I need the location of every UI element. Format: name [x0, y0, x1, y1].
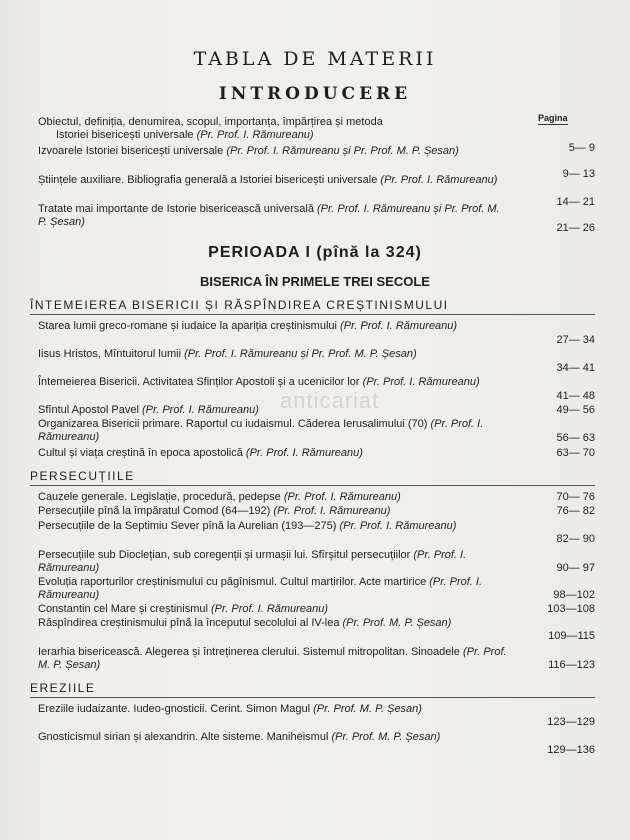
entry-pages: 123—129 [547, 716, 595, 728]
toc-entry [38, 646, 510, 672]
entry-text: Persecuțiile pînă la împăratul Comod (64—192) [38, 505, 271, 517]
watermark: anticariat [280, 388, 380, 413]
entry-author: (Pr. Prof. I. Rămureanu) [380, 174, 498, 186]
toc-entry [38, 145, 510, 158]
entry-pages: 70— 76 [556, 491, 595, 503]
toc-entry [38, 603, 510, 616]
entry-author: (Pr. Prof. M. P. Șesan) [313, 703, 422, 715]
toc-entry [38, 418, 510, 444]
entry-text: Organizarea Bisericii primare. Raportul cu iudaismul. Căderea Ierusalimului (70) [38, 418, 428, 430]
entry-author: (Pr. Prof. I. Rămureanu) [196, 129, 314, 141]
section-rule [30, 697, 595, 698]
entry-text: Cultul și viața creștină în epoca apostolică [38, 447, 243, 459]
entry-text: Tratate mai importante de Istorie bisericească universală [38, 203, 314, 215]
entry-text: Obiectul, definiția, denumirea, scopul, importanța, împărțirea și metoda [38, 116, 383, 128]
toc-entry [38, 617, 510, 630]
period-title: PERIOADA I (pînă la 324) [208, 244, 422, 261]
toc-entry [38, 376, 510, 389]
toc-entry [38, 320, 510, 333]
entry-author: (Pr. Prof. I. Rămureanu) [362, 376, 480, 388]
entry-author: (Pr. Prof. I. Rămureanu) [273, 505, 391, 517]
toc-entry [38, 203, 510, 229]
entry-pages: 41— 48 [556, 390, 595, 402]
entry-author: (Pr. Prof. I. Rămureanu) [339, 520, 457, 532]
toc-entry [38, 505, 510, 518]
entry-text: Ierarhia bisericească. Alegerea și întreținerea clerului. Sistemul mitropolitan. Sinoadele [38, 646, 460, 658]
entry-pages: 103—108 [547, 603, 595, 615]
toc-entry [38, 447, 510, 460]
entry-author: (Pr. Prof. I. Rămureanu) [38, 576, 483, 601]
section-heading: ÎNTEMEIEREA BISERICII ȘI RĂSPÎNDIREA CREȘTINISMULUI [30, 298, 449, 312]
entry-pages: 90— 97 [556, 562, 595, 574]
entry-pages: 56— 63 [556, 432, 595, 444]
entry-pages: 109—115 [548, 630, 595, 642]
toc-entry [38, 520, 510, 533]
intro-heading: INTRODUCERE [218, 84, 412, 104]
entry-text-cont: Istoriei bisericești universale [56, 129, 194, 141]
entry-author: (Pr. Prof. I. Rămureanu) [38, 418, 484, 443]
toc-entry [38, 116, 510, 142]
entry-pages: 98—102 [553, 589, 595, 601]
section-heading: PERSECUȚIILE [30, 469, 135, 483]
entry-author: (Pr. Prof. I. Rămureanu și Pr. Prof. M. P. Șesan) [38, 203, 500, 228]
entry-pages: 116—123 [548, 659, 595, 671]
pagina-label: Pagina [538, 113, 568, 123]
toc-entry [38, 549, 510, 575]
toc-entry [38, 174, 510, 187]
entry-text: Starea lumii greco-romane și iudaice la apariția creștinismului [38, 320, 337, 332]
toc-entry [38, 404, 510, 417]
section-heading: EREZIILE [30, 681, 96, 695]
entry-author: (Pr. Prof. I. Rămureanu și Pr. Prof. M. P. Șesan) [184, 348, 417, 360]
entry-pages: 21— 26 [556, 222, 595, 234]
entry-pages: 34— 41 [556, 362, 595, 374]
entry-author: (Pr. Prof. M. P. Șesan) [342, 617, 452, 629]
entry-author: (Pr. Prof. M. P. Șesan) [331, 731, 441, 743]
entry-text: Ereziile iudaizante. Iudeo-gnosticii. Cerint. Simon Magul [38, 703, 311, 715]
toc-entry [38, 491, 510, 504]
entry-text: Științele auxiliare. Bibliografia generală a Istoriei bisericești universale [38, 174, 378, 186]
entry-author: (Pr. Prof. I. Rămureanu) [245, 447, 363, 459]
entry-author: (Pr. Prof. I. Rămureanu) [38, 549, 467, 574]
entry-author: (Pr. Prof. I. Rămureanu și Pr. Prof. M. P. Șesan) [226, 145, 459, 157]
section-rule [30, 314, 595, 315]
period-subtitle: BISERICA ÎN PRIMELE TREI SECOLE [200, 274, 430, 289]
entry-author: (Pr. Prof. I. Rămureanu) [283, 491, 401, 503]
section-rule [30, 485, 595, 486]
entry-text: Gnosticismul sirian și alexandrin. Alte sisteme. Maniheismul [38, 731, 329, 743]
entry-text: Cauzele generale. Legislație, procedură, pedepse [38, 491, 281, 503]
entry-text: Izvoarele Istoriei bisericești universale [38, 145, 224, 157]
toc-entry [38, 703, 510, 716]
entry-author: (Pr. Prof. I. Rămureanu) [340, 320, 457, 332]
toc-entry [38, 348, 510, 361]
entry-text: Persecuțiile sub Dioclețian, sub coregenții și urmașii lui. Sfîrșitul persecuțiilor [38, 549, 411, 561]
page-title: TABLA DE MATERII [193, 48, 437, 70]
entry-text: Sfîntul Apostol Pavel [38, 404, 139, 416]
entry-text: Răspîndirea creștinismului pînă la începutul secolului al IV-lea [38, 617, 340, 629]
toc-entry [38, 576, 510, 602]
entry-text: Iisus Hristos, Mîntuitorul lumii [38, 348, 182, 360]
entry-text: Constantin cel Mare și creștinismul [38, 603, 208, 615]
entry-text: Întemeierea Bisericii. Activitatea Sfinților Apostoli și a ucenicilor lor [38, 376, 360, 388]
entry-pages: 76— 82 [556, 505, 595, 517]
entry-pages: 82— 90 [556, 533, 595, 545]
entry-pages: 63— 70 [556, 447, 595, 459]
entry-author: (Pr. Prof. I. Rămureanu) [141, 404, 259, 416]
entry-pages: 9— 13 [562, 168, 595, 180]
entry-author: (Pr. Prof. M. P. Șesan) [38, 646, 507, 671]
entry-pages: 5— 9 [568, 142, 595, 154]
entry-text: Persecuțiile de la Septimiu Sever pînă la Aurelian (193—275) [38, 520, 337, 532]
entry-pages: 49— 56 [556, 404, 595, 416]
entry-text: Evoluția raporturilor creștinismului cu păgînismul. Cultul martirilor. Acte martirice [38, 576, 427, 588]
entry-pages: 14— 21 [556, 196, 595, 208]
entry-author: (Pr. Prof. I. Rămureanu) [211, 603, 328, 615]
toc-entry [38, 731, 510, 744]
entry-pages: 27— 34 [556, 334, 595, 346]
entry-pages: 129—136 [547, 744, 595, 756]
